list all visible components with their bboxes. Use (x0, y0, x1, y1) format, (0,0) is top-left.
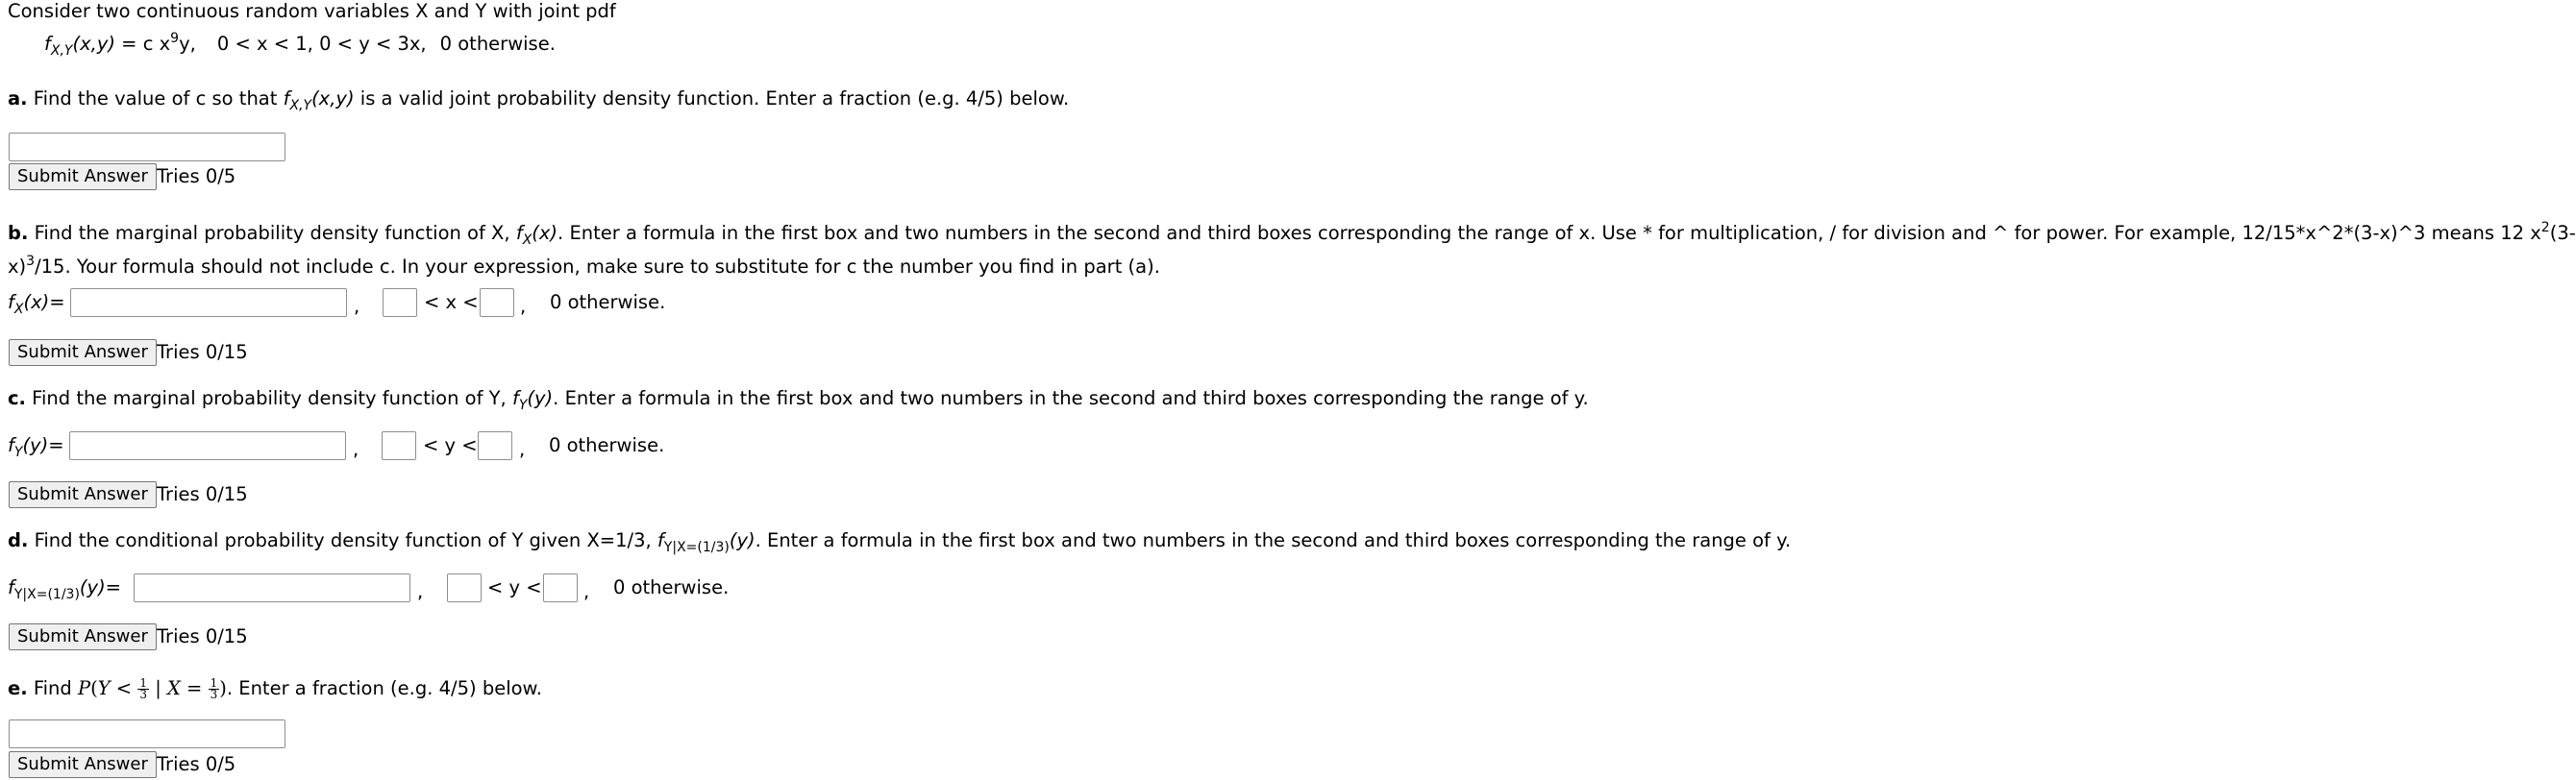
part-d-inequality: < y < (487, 576, 542, 598)
part-c-tries: Tries 0/15 (157, 483, 248, 505)
part-b-subscript: X (522, 232, 533, 248)
part-e-text2: . Enter a fraction (e.g. 4/5) below. (226, 677, 542, 699)
part-d-upper-bound-input[interactable] (543, 573, 578, 602)
pdf-f-symbol: f (44, 33, 51, 55)
part-a-submit-button[interactable]: Submit Answer (9, 163, 157, 190)
part-b-args: (x) (532, 222, 558, 244)
joint-pdf-formula (44, 27, 556, 62)
part-d-formula-input[interactable] (134, 573, 410, 602)
part-a-label: a. (8, 87, 28, 110)
part-b-text3: (3- (2549, 222, 2576, 244)
part-a-f-symbol: f (283, 87, 290, 110)
pdf-subscript: X,Y (50, 43, 73, 59)
part-c-question (8, 387, 1589, 417)
part-b-power2: 3 (26, 254, 36, 269)
part-e-frac2-num: 1 (210, 676, 218, 690)
part-b-power1: 2 (2540, 220, 2550, 235)
part-d-f-symbol: f (656, 529, 664, 551)
part-d-question (8, 529, 1791, 559)
part-e-lt: < (110, 677, 138, 699)
part-c-label: c. (8, 387, 26, 409)
part-a-subscript: X,Y (289, 98, 312, 113)
part-a-text1: Find the value of c so that (33, 87, 284, 110)
part-c-comma2: , (519, 438, 526, 460)
part-a-answer-input[interactable] (9, 133, 285, 161)
intro-text: Consider two continuous random variables X and Y with joint pdf (8, 0, 616, 22)
part-b-line2a: x) (8, 256, 27, 278)
part-c-submit-button[interactable]: Submit Answer (9, 481, 157, 508)
part-d-comma2: , (583, 580, 590, 602)
part-e-open-paren: ( (90, 677, 98, 699)
part-c-field-label: $f_Y(y)=$ (8, 434, 64, 460)
part-e-question (8, 674, 542, 703)
part-e-eq: = (180, 677, 209, 699)
part-d-comma: , (417, 580, 424, 602)
part-b-formula-input[interactable] (70, 288, 347, 317)
part-e-close-paren: ) (219, 677, 227, 699)
part-e-fraction-1 (137, 678, 149, 700)
part-d-otherwise: 0 otherwise. (613, 576, 730, 598)
part-c-lower-bound-input[interactable] (382, 431, 416, 460)
part-d-field-label: $f_{Y|X=(1/3)}(y)=$ (8, 576, 122, 602)
part-b-field-subscript: X (13, 302, 24, 317)
part-d-field-args: (y)= (79, 576, 122, 598)
part-e-P: P (78, 677, 91, 699)
part-c-text2: . Enter a formula in the first box and two numbers in the second and third boxes corresponding the range of y. (553, 387, 1589, 409)
part-b-question-line2 (8, 250, 1160, 279)
part-b-text1: Find the marginal probability density function of X, (34, 222, 516, 244)
part-b-comma: , (354, 295, 360, 317)
part-c-text1: Find the marginal probability density function of Y, (32, 387, 512, 409)
part-d-lower-bound-input[interactable] (447, 573, 482, 602)
part-b-field-args: (x)= (23, 291, 65, 313)
part-e-frac2-den: 3 (210, 688, 218, 701)
part-c-otherwise: 0 otherwise. (549, 434, 665, 456)
part-c-args: (y) (527, 387, 554, 409)
pdf-rest: y, (179, 33, 196, 55)
part-b-text2: . Enter a formula in the first box and two numbers in the second and third boxes corresponding the range of x. Use * for multiplication, / for division and ^ for power. For example, 12/15*x^2*(3-x)^3 means 12 x (557, 222, 2541, 244)
part-c-upper-bound-input[interactable] (478, 431, 512, 460)
part-b-comma2: , (520, 295, 527, 317)
part-e-text1: Find (33, 677, 78, 699)
part-e-answer-input[interactable] (9, 719, 285, 748)
part-a-tries: Tries 0/5 (157, 165, 236, 187)
part-d-field-subscript: Y|X=(1/3) (13, 587, 80, 602)
part-c-subscript: Y (518, 398, 528, 413)
part-b-inequality: < x < (424, 291, 479, 313)
part-d-text2: . Enter a formula in the first box and two numbers in the second and third boxes corresponding the range of y. (755, 529, 1792, 551)
part-b-question-line1 (8, 216, 2576, 252)
part-d-tries: Tries 0/15 (157, 625, 248, 647)
part-e-frac1-num: 1 (139, 676, 147, 690)
part-d-subscript: Y|X=(1/3) (663, 540, 730, 555)
part-c-f-symbol: f (511, 387, 519, 409)
part-d-text1: Find the conditional probability density function of Y given X=1/3, (34, 529, 657, 551)
pdf-otherwise: 0 otherwise. (439, 33, 556, 55)
part-b-tries: Tries 0/15 (157, 341, 248, 363)
part-a-text2: is a valid joint probability density function. Enter a fraction (e.g. 4/5) below. (354, 87, 1070, 110)
part-e-fraction-2 (209, 678, 220, 700)
part-d-submit-button[interactable]: Submit Answer (9, 623, 157, 650)
part-c-field-args: (y)= (22, 434, 64, 456)
pdf-eq: = c x (114, 33, 171, 55)
part-e-label: e. (8, 677, 28, 699)
part-a-args: (x,y) (311, 87, 355, 110)
pdf-power: 9 (170, 31, 180, 46)
part-b-submit-button[interactable]: Submit Answer (9, 339, 157, 366)
part-b-label: b. (8, 222, 29, 244)
part-b-otherwise: 0 otherwise. (550, 291, 666, 313)
part-b-line2b: /15. Your formula should not include c. In your expression, make sure to substitute for c the number you find in part (a). (35, 256, 1160, 278)
pdf-args: (x,y) (72, 33, 115, 55)
part-c-inequality: < y < (423, 434, 478, 456)
part-c-formula-input[interactable] (69, 431, 346, 460)
part-e-tries: Tries 0/5 (157, 753, 236, 775)
pdf-domain: 0 < x < 1, 0 < y < 3x, (216, 33, 427, 55)
part-d-label: d. (8, 529, 29, 551)
part-d-args: (y) (729, 529, 755, 551)
part-b-f-symbol: f (515, 222, 523, 244)
part-e-X: X (166, 677, 181, 699)
part-c-comma: , (353, 438, 359, 460)
part-b-lower-bound-input[interactable] (383, 288, 417, 317)
part-e-Y: Y (97, 677, 111, 699)
part-e-bar: | (149, 677, 167, 699)
part-e-frac1-den: 3 (139, 688, 147, 701)
part-e-submit-button[interactable]: Submit Answer (9, 751, 157, 778)
part-c-field-subscript: Y (13, 445, 23, 460)
part-b-field-label: $f_X(x)=$ (8, 291, 65, 317)
part-b-upper-bound-input[interactable] (480, 288, 514, 317)
part-a-question (8, 87, 1069, 117)
